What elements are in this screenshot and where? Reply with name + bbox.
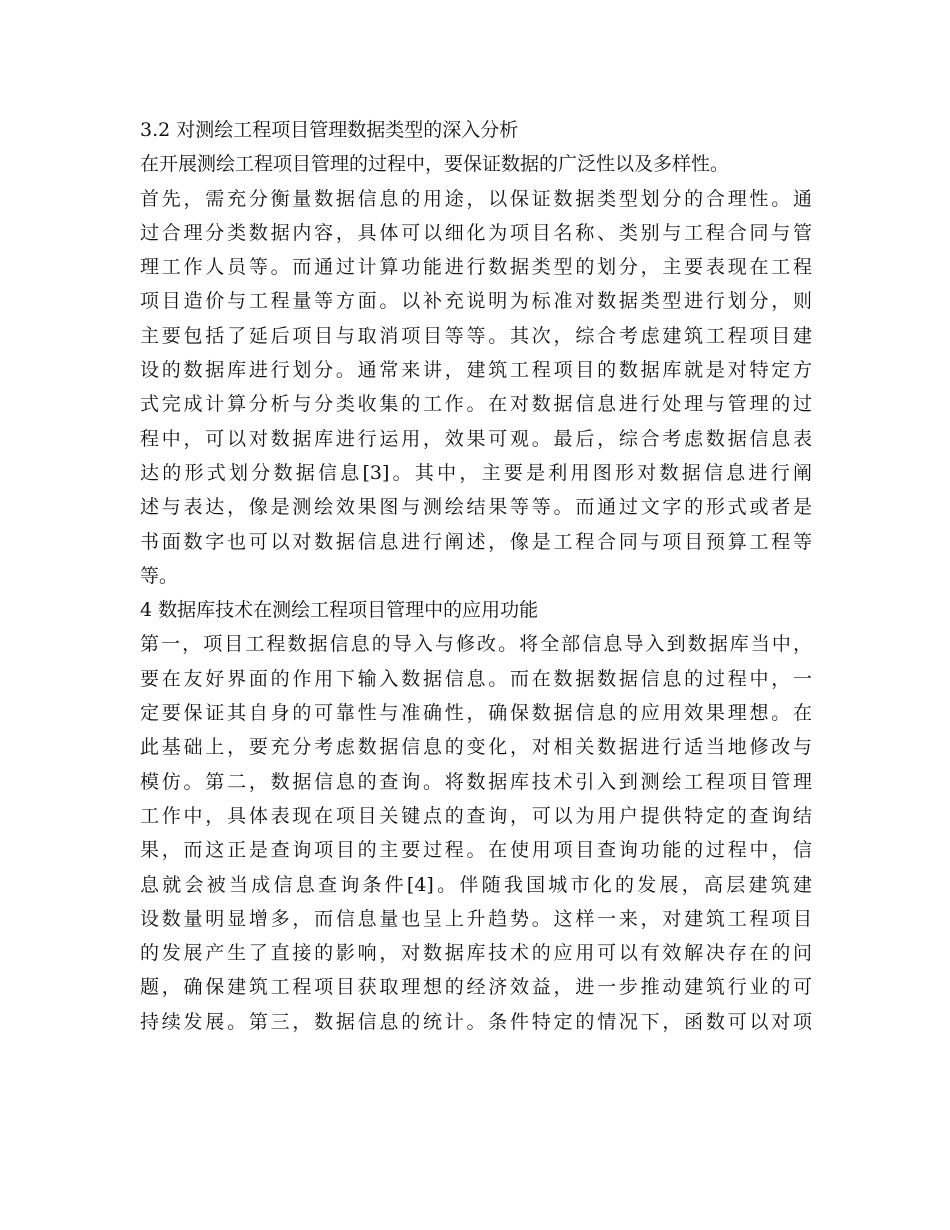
paragraph-line: 设的数据库进行划分。通常来讲，建筑工程项目的数据库就是对特定方 [140, 359, 812, 382]
paragraph-line: 程中，可以对数据库进行运用，效果可观。最后，综合考虑数据信息表 [140, 427, 812, 450]
paragraph-line: 模仿。第二，数据信息的查询。将数据库技术引入到测绘工程项目管理 [140, 770, 812, 793]
paragraph-line: 果，而这正是查询项目的主要过程。在使用项目查询功能的过程中，信 [140, 839, 812, 862]
paragraph-line: 达的形式划分数据信息[3]。其中，主要是利用图形对数据信息进行阐 [140, 461, 812, 484]
paragraph-line: 息就会被当成信息查询条件[4]。伴随我国城市化的发展，高层建筑建 [140, 873, 812, 896]
paragraph-line: 持续发展。第三，数据信息的统计。条件特定的情况下，函数可以对项 [140, 1010, 812, 1033]
document-body [140, 113, 812, 1039]
paragraph-line: 题，确保建筑工程项目获取理想的经济效益，进一步推动建筑行业的可 [140, 976, 812, 999]
paragraph-line: 此基础上，要充分考虑数据信息的变化，对相关数据进行适当地修改与 [140, 736, 812, 759]
paragraph-line: 过合理分类数据内容，具体可以细化为项目名称、类别与工程合同与管 [140, 221, 812, 244]
paragraph-line: 项目造价与工程量等方面。以补充说明为标准对数据类型进行划分，则 [140, 290, 812, 313]
paragraph-line: 首先，需充分衡量数据信息的用途，以保证数据类型划分的合理性。通 [140, 187, 812, 210]
paragraph-line: 述与表达，像是测绘效果图与测绘结果等等。而通过文字的形式或者是 [140, 496, 812, 519]
paragraph-line: 工作中，具体表现在项目关键点的查询，可以为用户提供特定的查询结 [140, 804, 812, 827]
paragraph-line: 等。 [140, 564, 179, 587]
section-heading-3-2: 3.2 对测绘工程项目管理数据类型的深入分析 [140, 119, 519, 141]
section-heading-4: 4 数据库技术在测绘工程项目管理中的应用功能 [140, 599, 539, 622]
paragraph-line: 设数量明显增多，而信息量也呈上升趋势。这样一来，对建筑工程项目 [140, 907, 812, 930]
paragraph-line: 要在友好界面的作用下输入数据信息。而在数据数据信息的过程中，一 [140, 667, 812, 690]
paragraph-line: 在开展测绘工程项目管理的过程中，要保证数据的广泛性以及多样性。 [140, 153, 730, 176]
paragraph-line: 定要保证其自身的可靠性与准确性，确保数据信息的应用效果理想。在 [140, 702, 812, 725]
paragraph-line: 第一，项目工程数据信息的导入与修改。将全部信息导入到数据库当中， [140, 633, 812, 656]
paragraph-line: 主要包括了延后项目与取消项目等等。其次，综合考虑建筑工程项目建 [140, 324, 812, 347]
paragraph-line: 的发展产生了直接的影响，对数据库技术的应用可以有效解决存在的问 [140, 942, 812, 965]
paragraph-line: 式完成计算分析与分类收集的工作。在对数据信息进行处理与管理的过 [140, 393, 812, 416]
paragraph-line: 书面数字也可以对数据信息进行阐述，像是工程合同与项目预算工程等 [140, 530, 812, 553]
paragraph-line: 理工作人员等。而通过计算功能进行数据类型的划分，主要表现在工程 [140, 256, 812, 279]
